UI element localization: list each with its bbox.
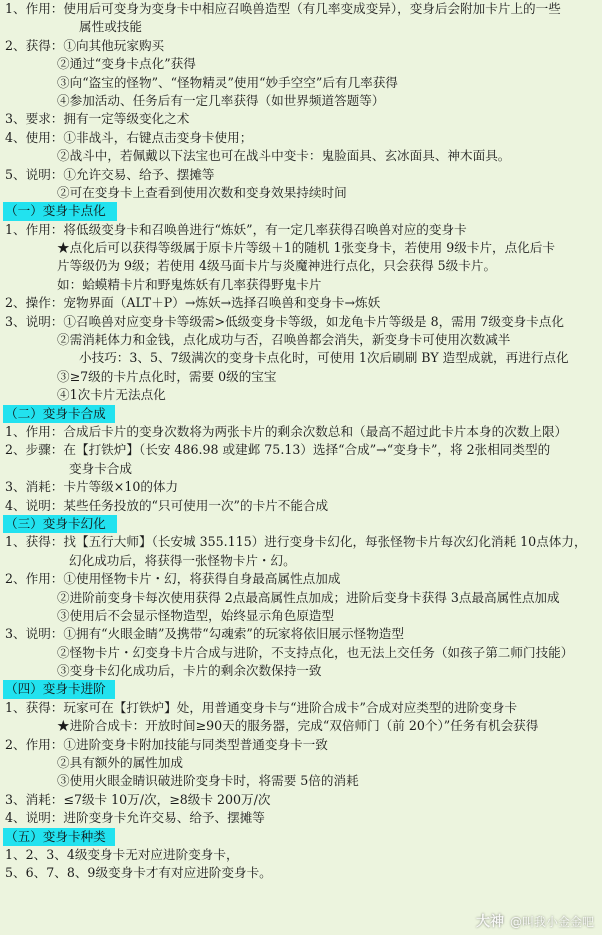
section1-line: 1、作用：将低级变身卡和召唤兽进行“炼妖”，有一定几率获得召唤兽对应的变身卡 — [5, 221, 467, 237]
intro-line: ②战斗中，若佩戴以下法宝也可在战斗中变卡：鬼脸面具、玄冰面具、神木面具。 — [57, 148, 511, 164]
section-heading-card-types: （五）变身卡种类 — [3, 828, 115, 846]
section4-line: 1、获得：玩家可在【打铁炉】处，用普通变身卡与“进阶合成卡”合成对应类型的进阶变身卡 — [5, 699, 518, 715]
section1-line: 2、操作：宠物界面（ALT＋P）→炼妖→选择召唤兽和变身卡→炼妖 — [5, 295, 381, 311]
section1-line: ④1次卡片无法点化 — [57, 387, 166, 403]
intro-line: ②通过“变身卡点化”获得 — [57, 56, 196, 72]
section4-line: ③使用火眼金睛识破进阶变身卡时，将需要 5倍的消耗 — [57, 773, 359, 789]
section1-line: 3、说明：①召唤兽对应变身卡等级需>低级变身卡等级，如龙龟卡片等级是 8，需用 7级变身卡点化 — [5, 313, 564, 329]
intro-line: 3、要求：拥有一定等级变化之术 — [5, 111, 190, 127]
section3-line: 3、说明：①拥有“火眼金睛”及携带“勾魂索”的玩家将依旧展示怪物造型 — [5, 626, 404, 642]
section5-line: 5、6、7、8、9级变身卡才有对应进阶变身卡。 — [5, 865, 272, 881]
section1-line: 如：蛤蟆精卡片和野鬼炼妖有几率获得野鬼卡片 — [57, 276, 322, 292]
watermark-author: @叫我小金金吧 — [509, 915, 594, 929]
section1-line: ②需消耗体力和金钱，点化成功与否，召唤兽都会消失，新变身卡可使用次数减半 — [57, 332, 511, 348]
intro-line: ②可在变身卡上查看到使用次数和变身效果持续时间 — [57, 184, 347, 200]
section2-line: 1、作用：合成后卡片的变身次数将为两张卡片的剩余次数总和（最高不超过此卡片本身的次数上限） — [5, 423, 568, 439]
intro-line: 属性或技能 — [79, 19, 142, 35]
section3-line: ②怪物卡片・幻变身卡片合成与进阶，不支持点化，也无法上交任务（如孩子第二师门技能） — [57, 644, 574, 660]
section-heading-card-illusion: （三）变身卡幻化 — [3, 515, 117, 533]
section5-line: 1、2、3、4级变身卡无对应进阶变身卡， — [5, 846, 239, 862]
section4-line: 3、消耗：≤7级卡 10万/次，≥8级卡 200万/次 — [5, 791, 271, 807]
section-heading-card-refine: （一）变身卡点化 — [3, 202, 117, 220]
section3-line: ③使用后不会显示怪物造型，始终显示角色原造型 — [57, 607, 335, 623]
section-heading-card-merge: （二）变身卡合成 — [3, 405, 115, 423]
section4-line: 4、说明：进阶变身卡允许交易、给予、摆摊等 — [5, 810, 265, 826]
section3-line: ②进阶前变身卡每次使用获得 2点最高属性点加成；进阶后变身卡获得 3点最高属性点加成 — [57, 589, 560, 605]
watermark — [476, 911, 594, 931]
section4-line: ②具有额外的属性加成 — [57, 755, 183, 771]
intro-line: 1、作用：使用后可变身为变身卡中相应召唤兽造型（有几率变成变异），变身后会附加卡片上的一些 — [5, 1, 561, 16]
intro-line: ④参加活动、任务后有一定几率获得（如世界频道答题等） — [57, 92, 385, 108]
section1-line: 片等级仍为 9级；若使用 4级马面卡片与炎魔神进行点化，只会获得 5级卡片。 — [57, 258, 497, 274]
section2-line: 4、说明：某些任务投放的“只可使用一次”的卡片不能合成 — [5, 497, 329, 513]
section2-line: 变身卡合成 — [69, 460, 132, 476]
section4-line: 2、作用：①进阶变身卡附加技能与同类型普通变身卡一致 — [5, 736, 328, 752]
intro-line: 4、使用：①非战斗，右键点击变身卡使用； — [5, 129, 253, 145]
intro-line: ③向“盗宝的怪物”、“怪物精灵”使用“妙手空空”后有几率获得 — [57, 74, 398, 90]
section3-line: ③变身卡幻化成功后，卡片的剩余次数保持一致 — [57, 663, 322, 679]
section1-line: 小技巧：3、5、7级满次的变身卡点化时，可使用 1次后刷刷 BY 造型成就，再进行点化 — [79, 350, 569, 366]
section4-line: ★进阶合成卡：开放时间≥90天的服务器，完成“双倍师门（前 20个）”任务有机会获得 — [57, 718, 539, 734]
intro-line: 2、获得：①向其他玩家购买 — [5, 37, 165, 53]
section2-line: 3、消耗：卡片等级×10的体力 — [5, 479, 179, 495]
watermark-logo: 大神 — [475, 914, 504, 930]
section3-line: 2、作用：①使用怪物卡片・幻，将获得自身最高属性点加成 — [5, 571, 341, 587]
section1-line: ③≥7级的卡片点化时，需要 0级的宝宝 — [57, 368, 277, 384]
section2-line: 2、步骤：在【打铁炉】（长安 486.98 或建邺 75.13）选择“合成”→“变身卡”，将 2张相同类型的 — [5, 442, 551, 458]
section3-line: 幻化成功后，将获得一张怪物卡片・幻。 — [69, 552, 296, 568]
section1-line: ★点化后可以获得等级属于原卡片等级＋1的随机 1张变身卡，若使用 9级卡片，点化后卡 — [57, 240, 556, 256]
section-heading-card-advance: （四）变身卡进阶 — [3, 680, 115, 698]
intro-line: 5、说明：①允许交易、给予、摆摊等 — [5, 166, 215, 182]
section3-line: 1、获得：找【五行大师】（长安城 355.115）进行变身卡幻化，每张怪物卡片每次幻化消耗 10点体力， — [5, 534, 587, 550]
